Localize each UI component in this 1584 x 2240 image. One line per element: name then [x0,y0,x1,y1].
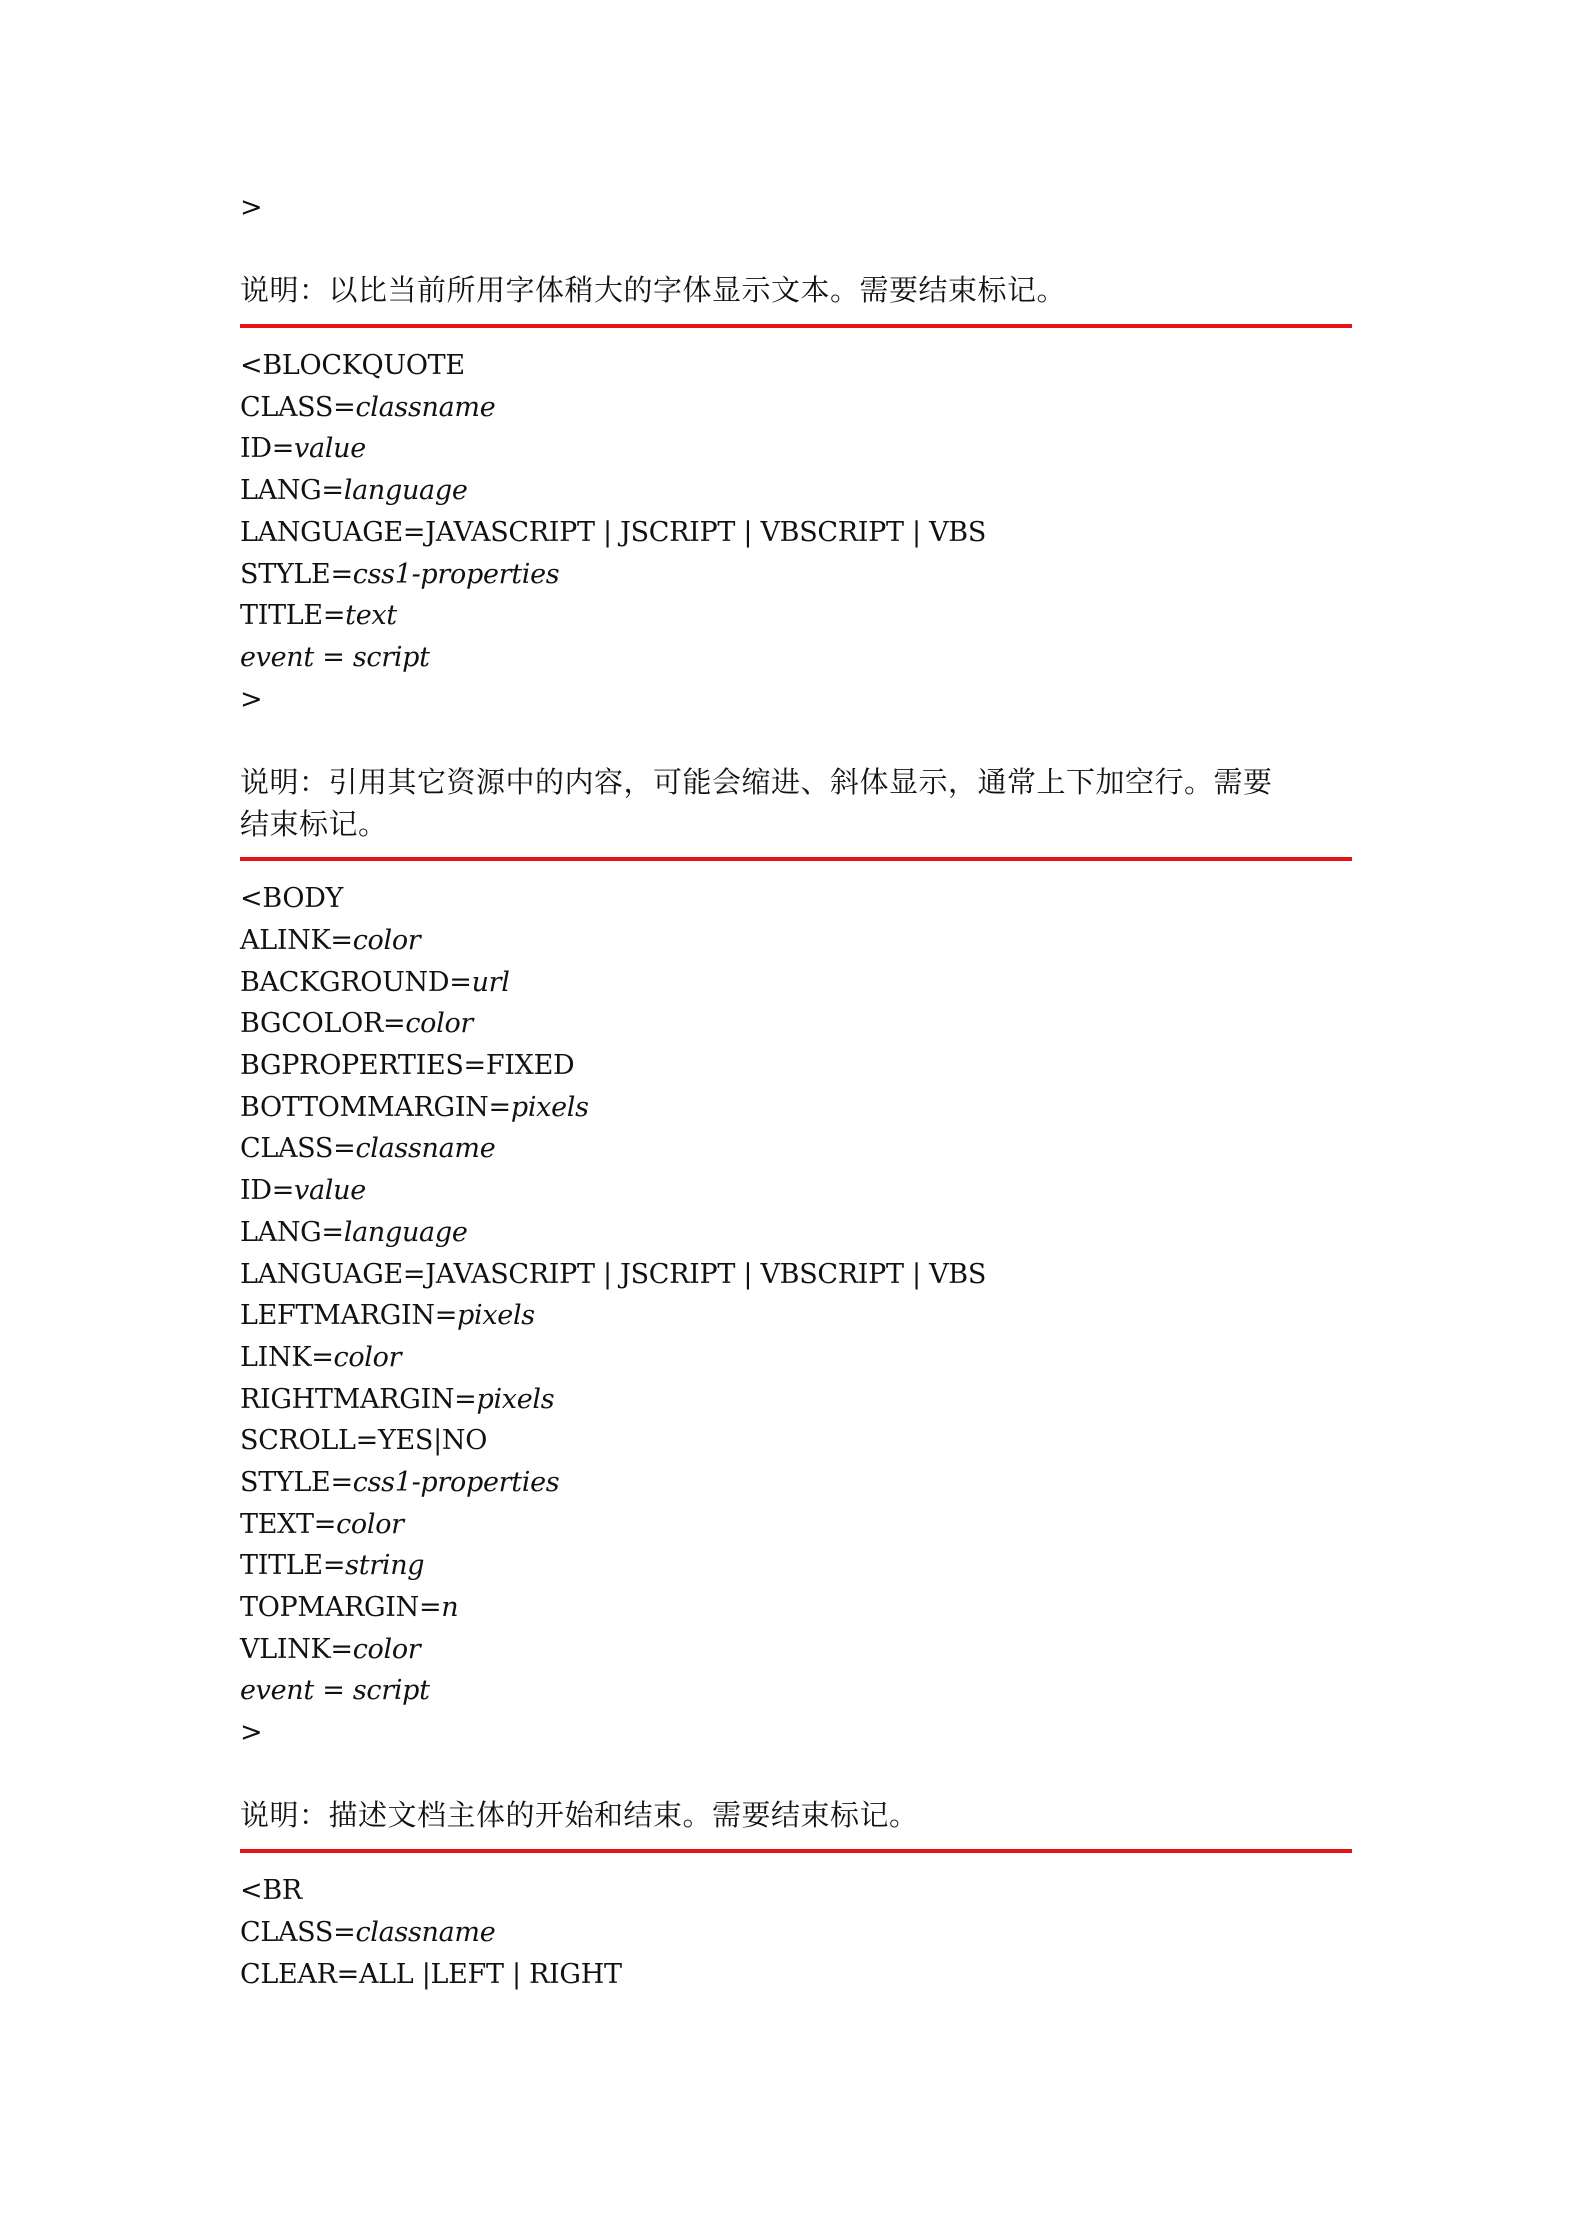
attr-list [240,920,1352,1712]
attr-value: pixels [510,1091,589,1123]
attr-name: RIGHTMARGIN= [240,1383,477,1415]
attr-line [240,1670,1352,1712]
attr-name: BGPROPERTIES=FIXED [240,1050,575,1082]
attr-name: VLINK= [240,1633,353,1665]
attr-name: SCROLL=YES|NO [240,1425,488,1457]
attr-value: language [343,1216,468,1248]
attr-value: color [352,925,421,957]
attr-line [240,1629,1352,1671]
attr-value: color [336,1508,404,1540]
attr-value: css1-properties [352,558,560,590]
tag-open: <BODY [240,883,344,915]
attr-list [240,1912,1352,1995]
tag-closing: > [240,1717,263,1749]
attr-line [240,1128,1352,1170]
tag-description-line: 说明：引用其它资源中的内容，可能会缩进、斜体显示，通常上下加空行。需要 [240,764,1273,799]
tag-description-line: 结束标记。 [240,806,388,841]
attr-name: ID= [240,1175,295,1207]
spacer [240,720,1352,762]
section-divider [240,857,1352,861]
spacer [240,1754,1352,1796]
attr-value: classname [355,1133,496,1165]
attr-name: TEXT= [240,1508,337,1540]
br-tag-section [240,1870,1352,1995]
attr-line [240,962,1352,1004]
attr-line [240,1462,1352,1504]
attr-line [240,1170,1352,1212]
section-divider [240,324,1352,328]
attr-line [240,1003,1352,1045]
attr-line [240,512,1352,554]
attr-name: LEFTMARGIN= [240,1300,458,1332]
attr-line [240,1587,1352,1629]
tag-open: <BR [240,1875,302,1907]
section-divider [240,1849,1352,1853]
attr-name: LANG= [240,475,344,507]
attr-line [240,637,1352,679]
attr-line [240,1212,1352,1254]
attr-value: value [294,1175,366,1207]
attr-value: n [441,1592,459,1624]
attr-list [240,387,1352,679]
attr-value: classname [355,391,496,423]
attr-name: BACKGROUND= [240,966,472,998]
attr-value: classname [355,1916,496,1948]
attr-line [240,1912,1352,1954]
attr-value: event = script [240,1675,430,1707]
attr-value: pixels [476,1383,555,1415]
attr-name: LINK= [240,1341,334,1373]
attr-value: color [352,1633,421,1665]
attr-name: TITLE= [240,1550,346,1582]
attr-name: STYLE= [240,1466,353,1498]
document-content [240,187,1352,1995]
attr-value: value [294,433,366,465]
attr-name: LANGUAGE=JAVASCRIPT | JSCRIPT | VBSCRIPT | VBS [240,1258,987,1290]
attr-line [240,1954,1352,1996]
attr-name: CLASS= [240,391,356,423]
attr-value: url [471,966,510,998]
attr-value: css1-properties [352,1466,560,1498]
tag-closing: > [240,192,263,223]
tag-closing: > [240,683,263,715]
attr-name: LANG= [240,1216,344,1248]
attr-name: BGCOLOR= [240,1008,406,1040]
attr-value: language [343,475,468,507]
attr-line [240,554,1352,596]
attr-name: STYLE= [240,558,353,590]
body-tag-section [240,878,1352,1853]
attr-name: TOPMARGIN= [240,1592,442,1624]
blockquote-section [240,345,1352,861]
attr-value: text [345,600,397,632]
attr-line [240,1545,1352,1587]
attr-line [240,1087,1352,1129]
attr-value: color [333,1341,402,1373]
attr-name: LANGUAGE=JAVASCRIPT | JSCRIPT | VBSCRIPT | VBS [240,516,987,548]
attr-name: TITLE= [240,600,346,632]
attr-line [240,470,1352,512]
attr-value: color [405,1008,474,1040]
attr-line [240,1379,1352,1421]
attr-value: pixels [457,1300,535,1332]
attr-line [240,920,1352,962]
attr-name: ALINK= [240,925,353,957]
attr-line [240,1254,1352,1296]
attr-line [240,595,1352,637]
attr-line [240,1337,1352,1379]
attr-name: BOTTOMMARGIN= [240,1091,511,1123]
attr-name: CLASS= [240,1133,356,1165]
attr-name: CLASS= [240,1916,356,1948]
attr-line [240,1504,1352,1546]
attr-line [240,1420,1352,1462]
spacer [240,229,1352,271]
attr-name: ID= [240,433,295,465]
tag-description: 说明：描述文档主体的开始和结束。需要结束标记。 [240,1798,919,1833]
tag-open: <BLOCKQUOTE [240,350,465,382]
attr-line [240,1045,1352,1087]
attr-line [240,1295,1352,1337]
tag-description: 说明：以比当前所用字体稍大的字体显示文本。需要结束标记。 [240,273,1067,308]
attr-value: string [345,1550,425,1582]
attr-line [240,387,1352,429]
attr-value: event = script [240,641,430,673]
attr-name: CLEAR=ALL |LEFT | RIGHT [240,1958,622,1990]
attr-line [240,428,1352,470]
